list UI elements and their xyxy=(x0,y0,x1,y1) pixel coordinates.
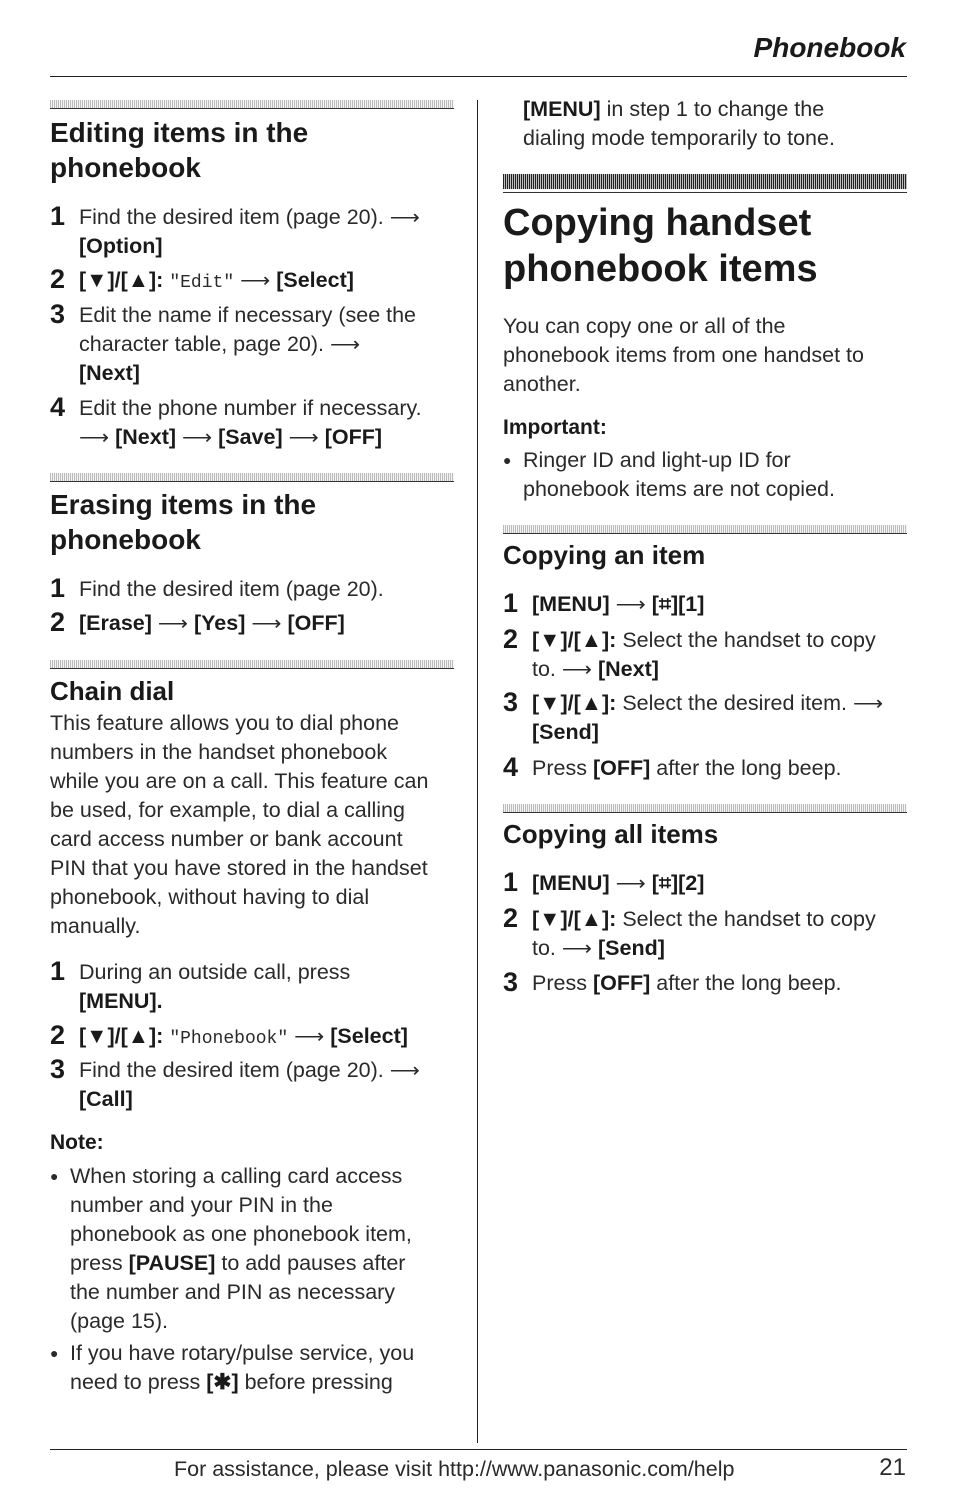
send-key: [Send] xyxy=(532,720,599,744)
star-key: [✱] xyxy=(206,1370,239,1394)
off-key: [OFF] xyxy=(324,425,383,449)
next-key: [Next] xyxy=(115,425,177,449)
nav-keys: [▼]/[▲]: xyxy=(79,1024,164,1048)
section-copy-item xyxy=(503,525,907,534)
important-label: Important: xyxy=(503,416,607,439)
step-number: 3 xyxy=(503,967,519,997)
section-band xyxy=(503,804,907,812)
text-line: If you have rotary/pulse service, you xyxy=(70,1341,415,1365)
step-number: 1 xyxy=(50,201,66,231)
step-number: 1 xyxy=(503,867,519,897)
page-number: 21 xyxy=(879,1454,906,1481)
band-rule xyxy=(503,533,907,534)
arrow-icon: ⟶ xyxy=(615,872,646,895)
step-text: Select the handset to copy xyxy=(622,628,876,652)
select-key: [Select] xyxy=(276,268,354,292)
next-key: [Next] xyxy=(79,361,140,385)
important-bullet xyxy=(503,446,903,504)
step-number: 4 xyxy=(50,392,66,422)
bullet-icon: ● xyxy=(50,1345,59,1361)
chain-step-1 xyxy=(50,958,460,1016)
section-erasing xyxy=(50,473,454,482)
all-step-1 xyxy=(503,869,903,898)
step-text: Select the handset to copy xyxy=(622,907,876,931)
note-bullet-2 xyxy=(50,1339,460,1397)
section-editing xyxy=(50,100,454,109)
text-line: PIN that you have stored in the handset xyxy=(50,856,428,880)
off-key: [OFF] xyxy=(287,611,345,635)
edit-step-3 xyxy=(50,301,460,388)
erase-step-2 xyxy=(50,609,460,638)
text-line: to add pauses after xyxy=(221,1251,406,1275)
item-step-2 xyxy=(503,626,903,684)
item-step-4 xyxy=(503,754,903,783)
bullet-icon: ● xyxy=(50,1168,59,1184)
arrow-icon: ⟶ xyxy=(330,333,361,356)
step-number: 1 xyxy=(50,956,66,986)
step-text: after the long beep. xyxy=(656,756,842,780)
step-text: Edit the phone number if necessary. xyxy=(79,396,422,420)
arrow-icon: ⟶ xyxy=(561,658,592,681)
arrow-icon: ⟶ xyxy=(157,612,188,635)
arrow-icon: ⟶ xyxy=(79,426,110,449)
step-number: 2 xyxy=(50,264,66,294)
text-line: phonebook items are not copied. xyxy=(523,477,835,501)
step-text: to. xyxy=(532,657,556,681)
edit-step-2 xyxy=(50,266,460,298)
step-number: 3 xyxy=(50,299,66,329)
step-text: Press xyxy=(532,756,587,780)
display-text: "Phonebook" xyxy=(169,1029,289,1049)
step-number: 1 xyxy=(50,573,66,603)
heading-copying-handset xyxy=(503,200,818,292)
band-rule xyxy=(503,192,907,193)
heading-copy-all: Copying all items xyxy=(503,819,719,849)
step-text: Edit the name if necessary (see the xyxy=(79,303,417,327)
menu-key: [MENU]. xyxy=(79,989,163,1013)
step-number: 2 xyxy=(50,1020,66,1050)
text-line: be used, for example, to dial a calling xyxy=(50,798,405,822)
arrow-icon: ⟶ xyxy=(288,426,319,449)
heading-erasing xyxy=(50,487,316,557)
bullet-icon: ● xyxy=(503,452,512,468)
step-text: During an outside call, press xyxy=(79,960,351,984)
erase-key: [Erase] xyxy=(79,611,152,635)
step-number: 2 xyxy=(503,624,519,654)
all-step-3 xyxy=(503,969,903,998)
footer-rule xyxy=(50,1449,907,1450)
band-rule xyxy=(503,812,907,813)
section-copying-handset xyxy=(503,174,907,193)
text-line: phonebook items from one handset to xyxy=(503,343,864,367)
section-band xyxy=(50,473,454,481)
text-line: need to press xyxy=(70,1370,201,1394)
heading-line: phonebook items xyxy=(503,248,818,290)
text-line: card access number or bank account xyxy=(50,827,403,851)
section-copy-all xyxy=(503,804,907,813)
copying-paragraph xyxy=(503,312,903,399)
arrow-icon: ⟶ xyxy=(389,206,420,229)
heading-line: Copying handset xyxy=(503,202,812,244)
arrow-icon: ⟶ xyxy=(561,937,592,960)
erase-step-1 xyxy=(50,575,460,604)
text-line: numbers in the handset phonebook xyxy=(50,740,388,764)
edit-step-4 xyxy=(50,394,460,452)
note-bullet-1 xyxy=(50,1162,460,1336)
section-chain xyxy=(50,660,454,669)
step-number: 2 xyxy=(50,607,66,637)
step-text: Press xyxy=(532,971,587,995)
save-key: [Save] xyxy=(218,425,283,449)
arrow-icon: ⟶ xyxy=(251,612,282,635)
step-text: Select the desired item. xyxy=(622,691,847,715)
menu-key: [MENU] xyxy=(532,871,610,895)
select-key: [Select] xyxy=(330,1024,408,1048)
chain-step-2 xyxy=(50,1022,470,1054)
display-text: "Edit" xyxy=(169,273,235,293)
heading-line: phonebook xyxy=(50,524,201,555)
heading-line: phonebook xyxy=(50,152,201,183)
text-line: phonebook, without having to dial xyxy=(50,885,370,909)
nav-keys: [▼]/[▲]: xyxy=(532,628,617,652)
arrow-icon: ⟶ xyxy=(240,269,271,292)
header-rule xyxy=(50,76,907,77)
nav-keys: [▼]/[▲]: xyxy=(532,691,617,715)
hash-2-key: [⌗][2] xyxy=(651,871,705,895)
arrow-icon: ⟶ xyxy=(615,593,646,616)
text-line: When storing a calling card access xyxy=(70,1164,403,1188)
hash-1-key: [⌗][1] xyxy=(651,592,705,616)
step-number: 1 xyxy=(503,588,519,618)
text-line: You can copy one or all of the xyxy=(503,314,786,338)
off-key: [OFF] xyxy=(592,756,651,780)
chain-paragraph xyxy=(50,709,460,941)
step-number: 3 xyxy=(503,687,519,717)
arrow-icon: ⟶ xyxy=(852,692,884,715)
text-line: (page 15). xyxy=(70,1309,169,1333)
band-rule xyxy=(50,108,454,109)
band-rule xyxy=(50,668,454,669)
heading-line: Editing items in the xyxy=(50,117,309,148)
section-band xyxy=(503,525,907,533)
text-line: Ringer ID and light-up ID for xyxy=(523,448,791,472)
section-band xyxy=(50,100,454,108)
section-band xyxy=(503,174,907,189)
send-key: [Send] xyxy=(597,936,665,960)
text-line: manually. xyxy=(50,914,141,938)
band-rule xyxy=(50,481,454,482)
chain-step-3 xyxy=(50,1056,460,1114)
continued-text xyxy=(523,95,903,153)
step-number: 2 xyxy=(503,903,519,933)
step-text: Find the desired item (page 20). xyxy=(79,205,384,229)
all-step-2 xyxy=(503,905,903,963)
next-key: [Next] xyxy=(597,657,659,681)
footer-help-text: For assistance, please visit http://www.panasonic.com/help xyxy=(174,1457,735,1481)
step-number: 3 xyxy=(50,1054,66,1084)
step-number: 4 xyxy=(503,752,519,782)
text-line: number and your PIN in the xyxy=(70,1193,333,1217)
text-line: in step 1 to change the xyxy=(606,97,825,121)
step-text: after the long beep. xyxy=(656,971,842,995)
text-line: This feature allows you to dial phone xyxy=(50,711,399,735)
edit-step-1 xyxy=(50,203,460,261)
step-text: to. xyxy=(532,936,556,960)
nav-keys: [▼]/[▲]: xyxy=(532,907,617,931)
text-line: dialing mode temporarily to tone. xyxy=(523,126,835,150)
text-line: phonebook as one phonebook item, xyxy=(70,1222,412,1246)
heading-line: Erasing items in the xyxy=(50,489,317,520)
arrow-icon: ⟶ xyxy=(294,1025,325,1048)
step-text: Find the desired item (page 20). xyxy=(79,1058,384,1082)
off-key: [OFF] xyxy=(592,971,651,995)
option-key: [Option] xyxy=(79,234,163,258)
arrow-icon: ⟶ xyxy=(182,426,213,449)
yes-key: [Yes] xyxy=(193,611,246,635)
menu-key: [MENU] xyxy=(532,592,610,616)
column-divider xyxy=(477,100,478,1443)
note-label: Note: xyxy=(50,1131,104,1154)
step-text: character table, page 20). xyxy=(79,332,325,356)
text-line: the number and PIN as necessary xyxy=(70,1280,396,1304)
item-step-3 xyxy=(503,689,903,747)
heading-chain: Chain dial xyxy=(50,676,175,706)
item-step-1 xyxy=(503,590,903,619)
step-text: Find the desired item (page 20). xyxy=(79,577,384,601)
heading-copy-item: Copying an item xyxy=(503,540,706,570)
menu-key: [MENU] xyxy=(523,97,601,121)
call-key: [Call] xyxy=(79,1087,133,1111)
text-line: before pressing xyxy=(244,1370,393,1394)
nav-keys: [▼]/[▲]: xyxy=(79,268,164,292)
pause-key: [PAUSE] xyxy=(128,1251,216,1275)
text-line: while you are on a call. This feature can xyxy=(50,769,429,793)
arrow-icon: ⟶ xyxy=(389,1059,420,1082)
text-line: another. xyxy=(503,372,581,396)
text-line: press xyxy=(70,1251,123,1275)
page-header-title: Phonebook xyxy=(753,32,906,63)
section-band xyxy=(50,660,454,668)
heading-editing xyxy=(50,115,308,185)
